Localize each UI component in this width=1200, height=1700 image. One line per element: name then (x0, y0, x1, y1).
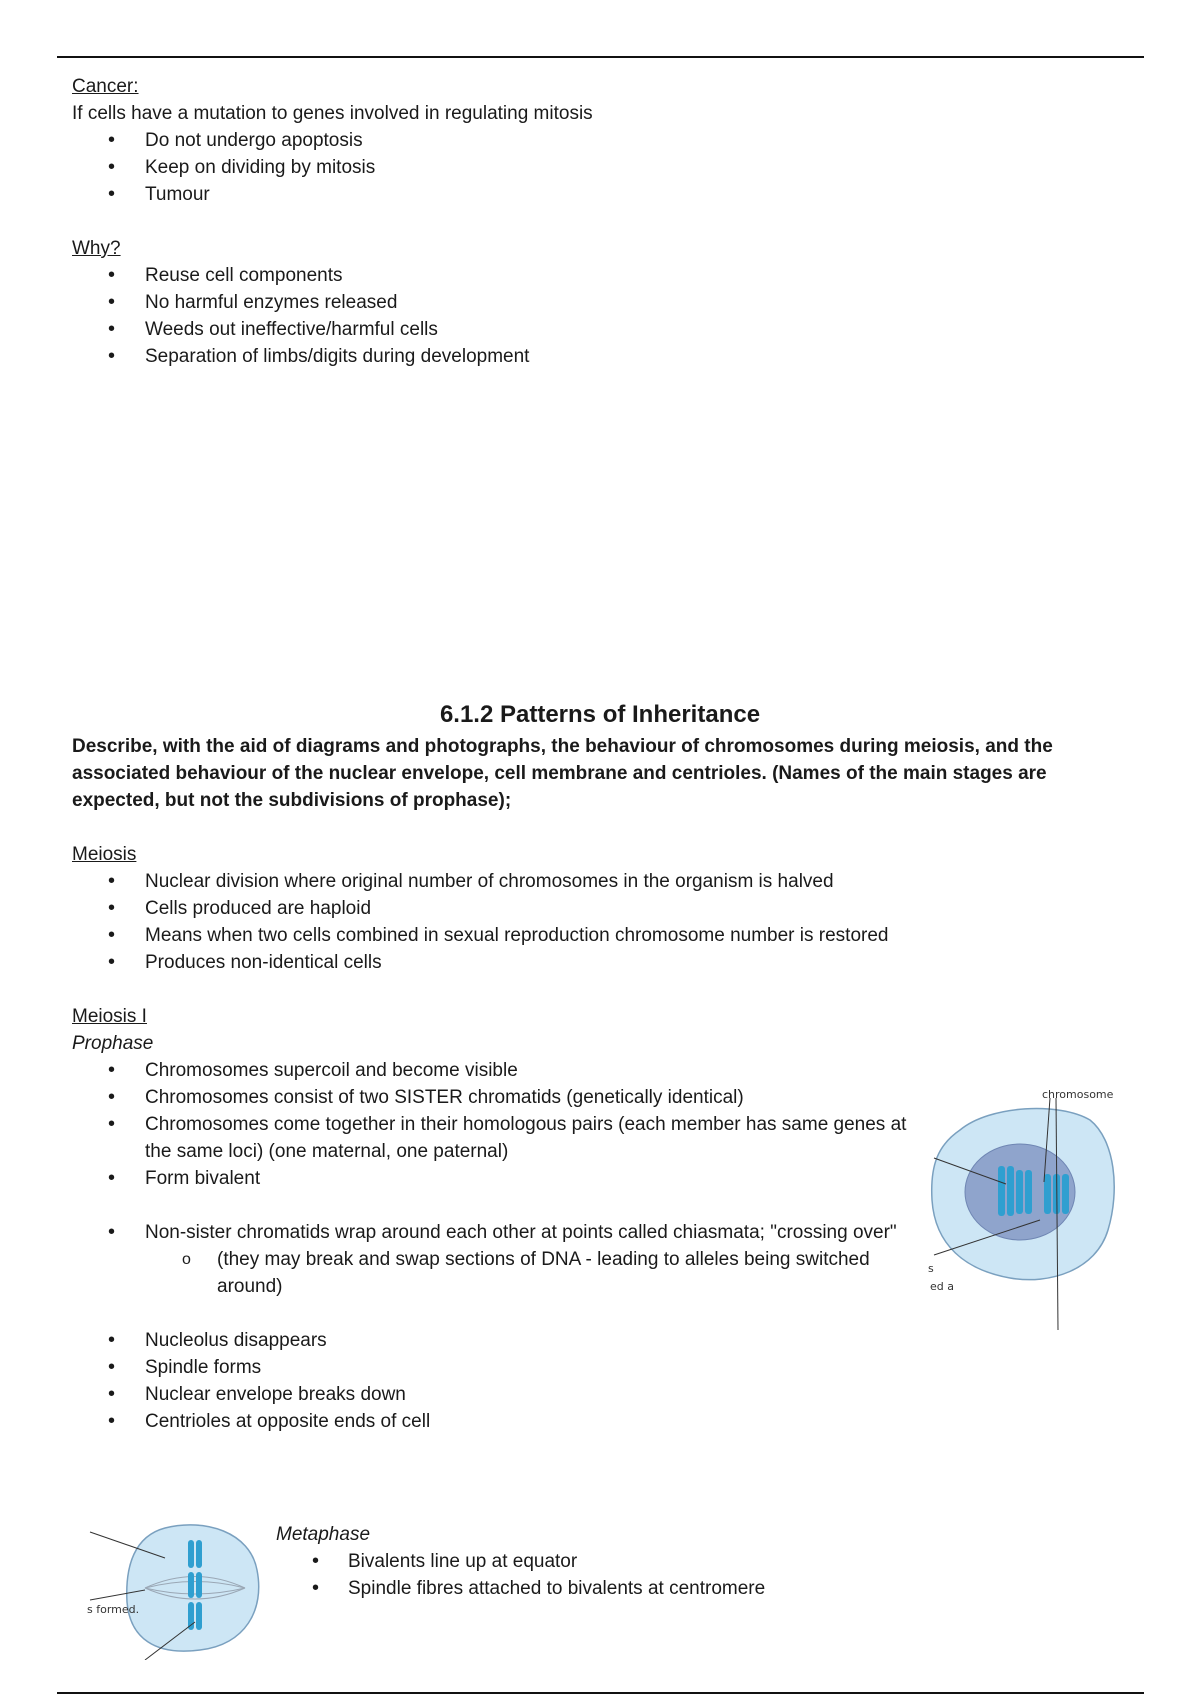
prophase-cell-diagram (920, 1080, 1120, 1330)
list-item: • Chromosomes consist of two SISTER chromatids (genetically identical) (72, 1084, 912, 1111)
diagram-fragment-label: s formed. (87, 1603, 140, 1616)
list-item: • Keep on dividing by mitosis (72, 154, 593, 181)
metaphase-list (276, 1548, 765, 1602)
metaphase-section (276, 1521, 765, 1602)
diagram-fragment-label: ed a (930, 1280, 954, 1293)
list-item: • Nuclear envelope breaks down (72, 1381, 1092, 1408)
list-item: • Reuse cell components (72, 262, 593, 289)
prophase-sublist (72, 1246, 912, 1300)
list-item: • Weeds out ineffective/harmful cells (72, 316, 593, 343)
metaphase-heading: Metaphase (276, 1524, 371, 1545)
list-item: • Non-sister chromatids wrap around each other at points called chiasmata; "crossing over" (72, 1219, 912, 1246)
prophase-heading: Prophase (72, 1033, 154, 1054)
cancer-list (72, 127, 593, 208)
section-title: 6.1.2 Patterns of Inheritance (439, 701, 761, 728)
cancer-heading: Cancer: (72, 76, 139, 97)
meiosis-list (72, 868, 1092, 976)
top-rule (57, 56, 1144, 58)
sub-list-item: o (they may break and swap sections of DNA - leading to alleles being switched around) (72, 1246, 912, 1300)
prophase-list-b (72, 1219, 912, 1246)
cancer-intro: If cells have a mutation to genes involved in regulating mitosis (72, 103, 593, 124)
meiosis-heading: Meiosis (72, 844, 137, 865)
list-item: • Form bivalent (72, 1165, 912, 1192)
metaphase-cell-diagram (85, 1510, 275, 1660)
prophase-list-a (72, 1057, 912, 1192)
why-list (72, 262, 593, 370)
bottom-rule (57, 1692, 1144, 1694)
list-item: • Produces non-identical cells (72, 949, 1092, 976)
list-item: • Do not undergo apoptosis (72, 127, 593, 154)
chromosome-label: chromosome (1042, 1088, 1114, 1101)
list-item: • Spindle fibres attached to bivalents at centromere (276, 1575, 765, 1602)
cancer-section (72, 73, 593, 370)
why-heading: Why? (72, 238, 121, 259)
learning-objective: Describe, with the aid of diagrams and photographs, the behaviour of chromosomes during meiosis, and the associated behaviour of the nuclear envelope, cell membrane and centrioles. (Names of the main stages are expected, but not the subdivisions of prophase); (72, 736, 1053, 811)
list-item: • Bivalents line up at equator (276, 1548, 765, 1575)
list-item: • Means when two cells combined in sexual reproduction chromosome number is restored (72, 922, 1092, 949)
list-item: • Chromosomes come together in their homologous pairs (each member has same genes at the same loci) (one maternal, one paternal) (72, 1111, 912, 1165)
list-item: • Centrioles at opposite ends of cell (72, 1408, 1092, 1435)
prophase-list-c (72, 1327, 1092, 1435)
list-item: • Nuclear division where original number of chromosomes in the organism is halved (72, 868, 1092, 895)
list-item: • Cells produced are haploid (72, 895, 1092, 922)
meiosis-i-heading: Meiosis I (72, 1006, 147, 1027)
list-item: • Tumour (72, 181, 593, 208)
list-item: • Chromosomes supercoil and become visible (72, 1057, 912, 1084)
list-item: • Separation of limbs/digits during development (72, 343, 593, 370)
list-item: • No harmful enzymes released (72, 289, 593, 316)
list-item: • Nucleolus disappears (72, 1327, 1092, 1354)
diagram-fragment-label: s (928, 1262, 934, 1275)
list-item: • Spindle forms (72, 1354, 1092, 1381)
